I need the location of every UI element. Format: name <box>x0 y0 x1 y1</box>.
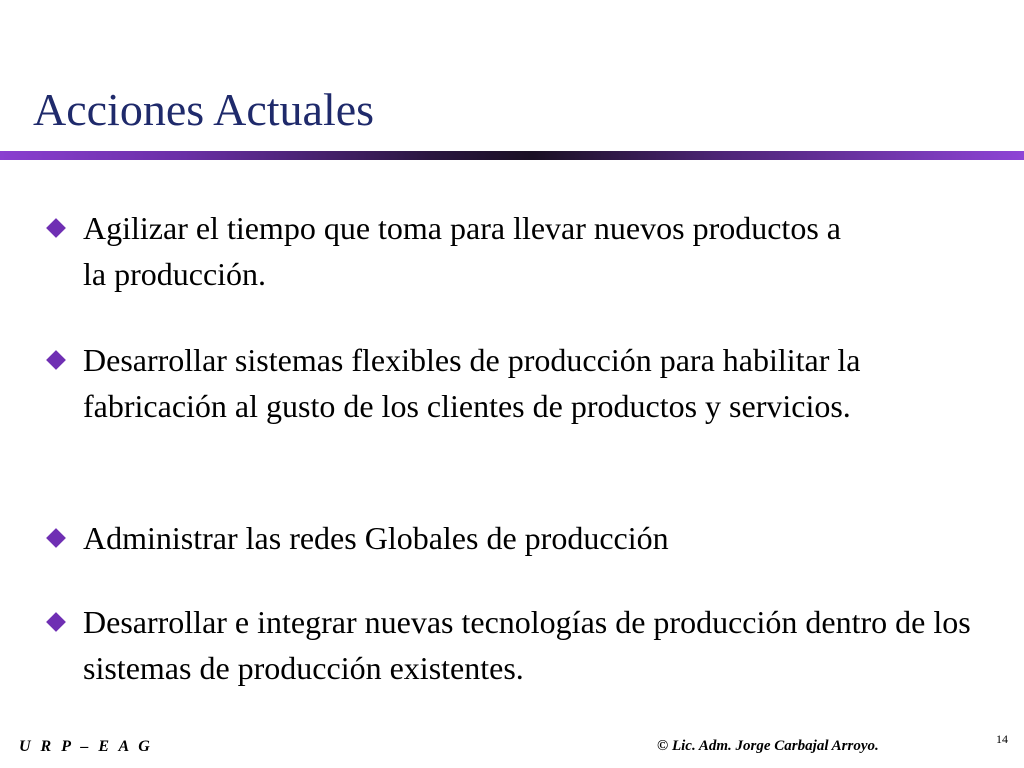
slide-title: Acciones Actuales <box>33 84 375 135</box>
footer-copyright: © Lic. Adm. Jorge Carbajal Arroyo. <box>657 738 879 754</box>
diamond-bullet-icon <box>46 350 66 370</box>
footer-organization: U R P – E A G <box>19 738 153 755</box>
bullet-item <box>83 515 1003 561</box>
bullet-text: Administrar las redes Globales de producción <box>83 520 669 556</box>
bullet-text: Desarrollar e integrar nuevas tecnologías de producción dentro de los sistemas de producción existentes. <box>83 604 971 686</box>
page-number: 14 <box>996 732 1008 746</box>
diamond-bullet-icon <box>46 528 66 548</box>
bullet-text: Agilizar el tiempo que toma para llevar nuevos productos a la producción. <box>83 210 841 292</box>
bullet-text: Desarrollar sistemas flexibles de producción para habilitar la fabricación al gusto de los clientes de productos y servicios. <box>83 342 861 424</box>
bullet-item <box>83 599 1003 691</box>
diamond-bullet-icon <box>46 218 66 238</box>
title-divider <box>0 151 1024 160</box>
bullet-item <box>83 337 898 429</box>
diamond-bullet-icon <box>46 612 66 632</box>
bullet-item <box>83 205 863 297</box>
